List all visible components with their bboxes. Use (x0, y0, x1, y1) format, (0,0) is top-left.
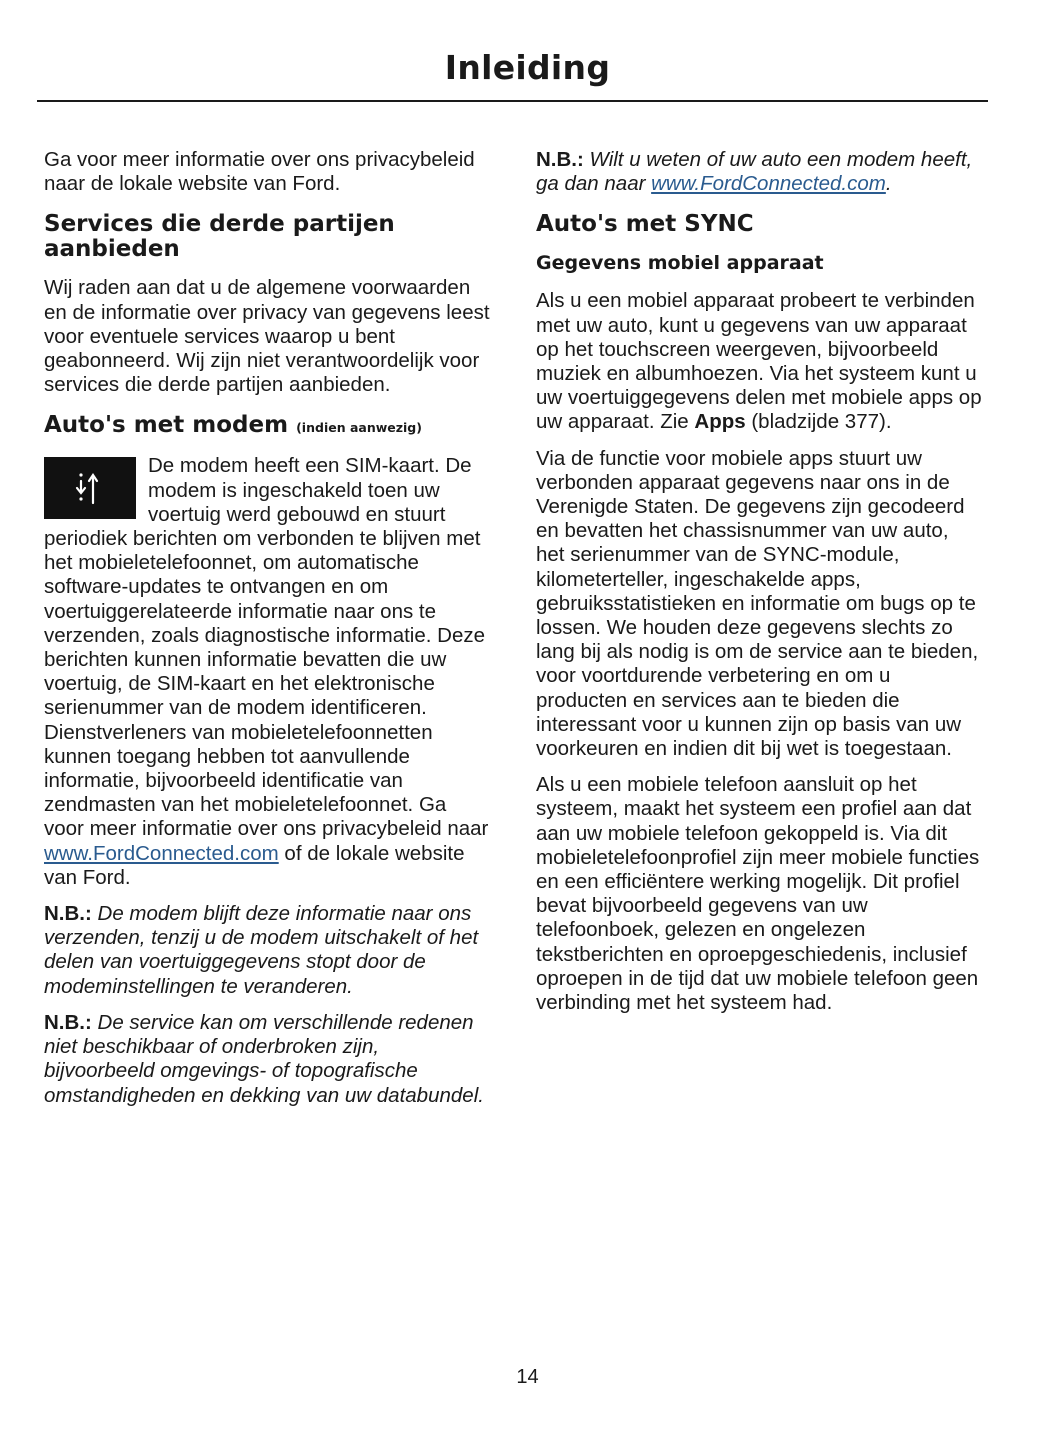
modem-data-transfer-icon (44, 457, 136, 519)
third-party-paragraph: Wij raden aan dat u de algemene voorwaarden en de informatie over privacy van gegevens leest voor eventuele services waarop u bent geabonneerd. Wij zijn niet verantwoordelijk voor services die derde partijen aanbieden. (44, 276, 490, 397)
sync-heading: Auto's met SYNC (536, 211, 754, 238)
device-text: Als u een mobiel apparaat probeert te verbinden met uw auto, kunt u gegevens van uw apparaat op het touchscreen weergeven, bijvoorbeeld muziek en albumhoezen. Via het systeem kunt u uw voertuiggegevens delen met mobiele apps op uw apparaat. Zie (536, 289, 982, 434)
device-paragraph (536, 289, 982, 434)
page-title: Inleiding (444, 48, 611, 87)
note-modem-data (44, 902, 490, 999)
modem-text: De modem heeft een SIM-kaart. De modem is ingeschakeld toen uw voertuig werd gebouwd en stuurt periodiek berichten om verbonden te blijven met het mobieletelefoonnet, om automatische software-updates te ontvangen en om voertuiggerelateerde informatie naar ons te verzenden, zoals diagnostische informatie. Deze berichten kunnen informatie bevatten die uw voertuig, de SIM-kaart en het elektronische serienummer van de modem identificeren. Dienstverleners van mobieletelefoonnetten kunnen toegang hebben tot aanvullende informatie, bijvoorbeeld identificatie van zendmasten van het mobieletelefoonnet. Ga voor meer informatie over ons privacybeleid naar (44, 454, 489, 841)
modem-text-end: of de lokale website van Ford. (44, 841, 465, 889)
device-data-heading: Gegevens mobiel apparaat (536, 252, 824, 275)
note-text: De service kan om verschillende redenen niet beschikbaar of onderbroken zijn, bijvoorbeeld omgevings- of topografische omstandigheden en dekking van uw databundel. (44, 1010, 484, 1107)
page-number: 14 (516, 1366, 539, 1388)
modem-heading-label: Auto's met modem (44, 412, 289, 439)
phone-profile-paragraph: Als u een mobiele telefoon aansluit op het systeem, maakt het systeem een profiel aan dat aan uw mobiele telefoon gekoppeld is. Via dit mobieletelefoonprofiel zijn meer mobiele functies en een efficiëntere werking mogelijk. Dit profiel bevat bijvoorbeeld gegevens van uw telefoonboek, gelezen en ongelezen tekstberichten en oproepgeschiedenis, inclusief oproepen in de tijd dat uw mobiele telefoon geen verbinding met het systeem had. (536, 773, 980, 1015)
mobile-apps-paragraph: Via de functie voor mobiele apps stuurt uw verbonden apparaat gegevens naar ons in de Verenigde Staten. De gegevens zijn gecodeerd en bevatten het chassisnummer van uw auto, het serienummer van de SYNC-module, kilometerteller, ingeschakelde apps, gebruiksstatistieken en informatie om bugs op te lossen. We houden deze gegevens slechts zo lang bij als nodig is om de service aan te bieden, voor voortdurende verbetering en om u producten en services aan te bieden die interessant voor u kunnen zijn op basis van uw voorkeuren en indien dit bij wet is toegestaan. (536, 446, 979, 761)
note-label: N.B.: (44, 1010, 92, 1034)
intro-paragraph: Ga voor meer informatie over ons privacybeleid naar de lokale website van Ford. (44, 148, 475, 196)
apps-reference[interactable]: Apps (694, 410, 746, 434)
right-column (536, 148, 982, 1027)
fordconnected-link[interactable]: www.FordConnected.com (44, 841, 279, 865)
left-column (44, 148, 490, 1120)
note-text: De modem blijft deze informatie naar ons verzenden, tenzij u de modem uitschakelt of het delen van voertuiggegevens stopt door de modeminstellingen te veranderen. (44, 902, 479, 998)
modem-heading-sub: (indien aanwezig) (296, 420, 422, 436)
page-reference: (bladzijde 377). (745, 410, 892, 434)
note-end: . (885, 172, 892, 196)
modem-paragraph (44, 454, 490, 890)
fordconnected-link[interactable]: www.FordConnected.com (651, 172, 886, 196)
note-modem-check (536, 148, 982, 196)
note-label: N.B.: (536, 148, 584, 171)
modem-heading (44, 413, 490, 440)
header-divider (37, 100, 988, 102)
note-text: Wilt u weten of uw auto een modem heeft, ga dan naar (536, 148, 973, 196)
note-label: N.B.: (44, 902, 92, 926)
third-party-heading: Services die derde partijen aanbieden (44, 211, 395, 263)
note-service-availability (44, 1011, 490, 1108)
